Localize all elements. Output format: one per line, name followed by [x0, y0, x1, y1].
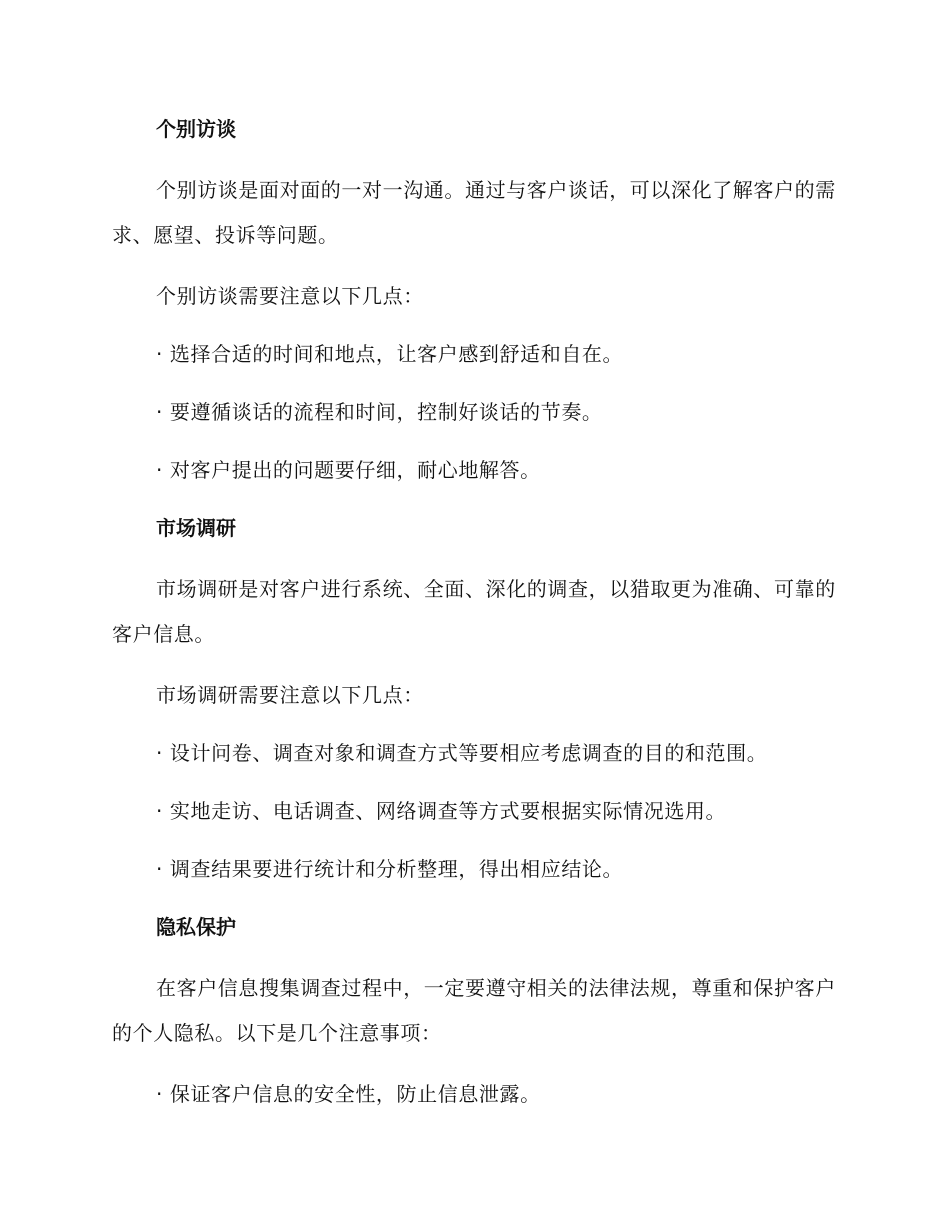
bullet-item: · 对客户提出的问题要仔细，耐心地解答。 — [156, 458, 541, 482]
section-lead-text: 市场调研需要注意以下几点： — [156, 683, 424, 707]
document-body — [112, 110, 838, 1113]
bullet-item: · 设计问卷、调查对象和调查方式等要相应考虑调查的目的和范围。 — [156, 741, 768, 765]
bullet-item: · 选择合适的时间和地点，让客户感到舒适和自在。 — [156, 342, 624, 366]
section-intro-paragraph: 市场调研是对客户进行系统、全面、深化的调查，以猎取更为准确、可靠的客户信息。 — [112, 577, 836, 646]
section-title-market-research: 市场调研 — [156, 516, 236, 540]
section-intro-paragraph: 在客户信息搜集调查过程中，一定要遵守相关的法律法规，尊重和保护客户的个人隐私。以下是几个注意事项： — [112, 976, 836, 1045]
bullet-item: · 要遵循谈话的流程和时间，控制好谈话的节奏。 — [156, 400, 603, 424]
section-title-privacy-protection: 隐私保护 — [156, 915, 236, 939]
section-lead-text: 个别访谈需要注意以下几点： — [156, 284, 424, 308]
bullet-item: · 保证客户信息的安全性，防止信息泄露。 — [156, 1082, 541, 1106]
section-title-individual-interview: 个别访谈 — [156, 117, 236, 141]
bullet-item: · 调查结果要进行统计和分析整理，得出相应结论。 — [156, 857, 624, 881]
bullet-item: · 实地走访、电话调查、网络调查等方式要根据实际情况选用。 — [156, 799, 727, 823]
section-intro-paragraph: 个别访谈是面对面的一对一沟通。通过与客户谈话，可以深化了解客户的需求、愿望、投诉等问题。 — [112, 178, 836, 247]
